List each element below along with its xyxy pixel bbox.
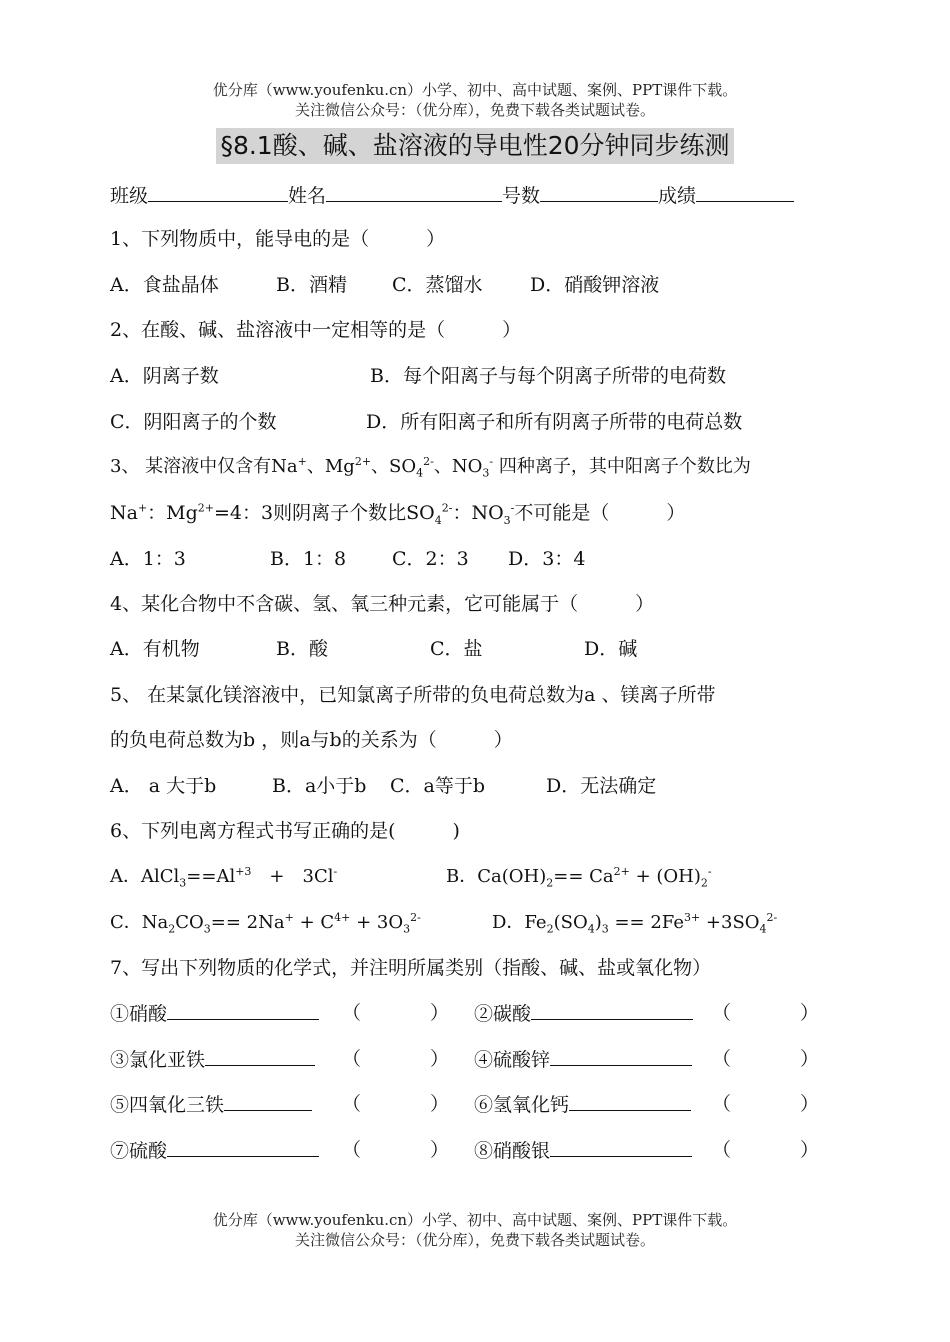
q3-option-a: A．1：3 — [110, 548, 186, 570]
formula-blank[interactable] — [167, 1136, 319, 1157]
paren-open: （ — [342, 1048, 362, 1070]
paren-open: （ — [712, 1093, 732, 1115]
q6-text: == Ca — [553, 866, 614, 887]
charge: 3+ — [683, 911, 701, 924]
charge: 2+ — [197, 501, 215, 515]
paren-close: ） — [430, 1002, 450, 1024]
name-label: 姓名 — [288, 185, 327, 207]
subscript: 4 — [759, 922, 767, 936]
q4-stem: 4、某化合物中不含碳、氢、氧三种元素，它可能属于（ ） — [110, 593, 655, 615]
q4-option-b: B．酸 — [276, 638, 328, 660]
class-label: 班级 — [110, 185, 149, 207]
q7-item-6 — [474, 1090, 691, 1119]
subscript: 2 — [546, 876, 554, 890]
subscript: 3 — [482, 466, 490, 480]
charge: - — [489, 455, 494, 468]
item-label: ②碳酸 — [474, 1003, 532, 1025]
paren-close: ） — [800, 1139, 820, 1161]
charge: - — [510, 501, 515, 515]
name-blank[interactable] — [326, 181, 502, 202]
charge: - — [333, 865, 338, 878]
formula-blank[interactable] — [569, 1090, 691, 1111]
charge: 4+ — [334, 911, 351, 924]
q6-option-c — [110, 909, 421, 937]
charge: + — [137, 501, 148, 515]
q3-option-d: D．3：4 — [508, 548, 586, 570]
q1-option-b: B．酒精 — [276, 274, 347, 296]
q6-text: == 2Fe — [608, 912, 684, 933]
paren-close: ） — [430, 1139, 450, 1161]
q2-option-a: A．阴离子数 — [110, 365, 219, 387]
q6-text: B．Ca(OH) — [446, 866, 547, 887]
q2-stem: 2、在酸、碱、盐溶液中一定相等的是（ ） — [110, 319, 522, 341]
q6-text: (SO — [553, 912, 588, 933]
q6-text: + 3O — [350, 912, 404, 933]
q6-option-a — [110, 863, 337, 891]
item-label: ⑦硫酸 — [110, 1140, 168, 1162]
subscript: 3 — [179, 876, 187, 890]
paren-close: ） — [430, 1093, 450, 1115]
paren-open: （ — [712, 1139, 732, 1161]
subscript: 3 — [203, 922, 211, 936]
footer-line-1: 优分库（www.youfenku.cn）小学、初中、高中试题、案例、PPT课件下载。 — [212, 1211, 738, 1229]
header-line-1: 优分库（www.youfenku.cn）小学、初中、高中试题、案例、PPT课件下载。 — [212, 81, 738, 99]
score-label: 成绩 — [658, 185, 697, 207]
q5-option-a: A． a 大于b — [110, 775, 217, 797]
class-blank[interactable] — [148, 181, 288, 202]
q7-item-5 — [110, 1090, 312, 1119]
charge: - — [707, 865, 712, 878]
q4-option-d: D．碱 — [584, 638, 638, 660]
charge: 2- — [441, 501, 453, 515]
q4-option-c: C．盐 — [430, 638, 483, 660]
subscript: 2 — [168, 922, 176, 936]
q6-text: C．Na — [110, 912, 169, 933]
formula-blank[interactable] — [531, 999, 693, 1020]
item-label: ①硝酸 — [110, 1003, 168, 1025]
q3-text: 、NO — [433, 456, 483, 477]
item-label: ③氯化亚铁 — [110, 1049, 206, 1071]
q3-option-b: B．1：8 — [270, 548, 347, 570]
item-label: ⑧硝酸银 — [474, 1140, 551, 1162]
q7-item-4 — [474, 1045, 692, 1074]
paren-close: ） — [800, 1093, 820, 1115]
paren-open: （ — [712, 1002, 732, 1024]
q6-stem: 6、下列电离方程式书写正确的是( ) — [110, 820, 460, 842]
subscript: 2 — [546, 922, 554, 936]
q3-text: ：Mg — [147, 502, 198, 524]
formula-blank[interactable] — [550, 1136, 692, 1157]
score-blank[interactable] — [696, 181, 794, 202]
q3-option-c: C．2：3 — [392, 548, 469, 570]
footer-line-2: 关注微信公众号：（优分库），免费下载各类试题试卷。 — [294, 1231, 655, 1249]
q6-text: D．Fe — [492, 912, 547, 933]
q7-item-7 — [110, 1136, 319, 1165]
q7-stem: 7、写出下列物质的化学式，并注明所属类别（指酸、碱、盐或氧化物） — [110, 957, 712, 979]
q7-item-8 — [474, 1136, 692, 1165]
info-line — [110, 181, 794, 210]
formula-blank[interactable] — [205, 1045, 315, 1066]
item-label: ④硫酸锌 — [474, 1049, 551, 1071]
q2-option-c: C．阴阳离子的个数 — [110, 411, 277, 433]
q6-text: A．AlCl — [110, 866, 180, 887]
q3-text: 四种离子，其中阳离子个数比为 — [493, 456, 751, 477]
q3-text: Na — [110, 502, 138, 524]
q5-option-b: B．a小于b — [272, 775, 367, 797]
q6-text: CO — [175, 912, 204, 933]
number-blank[interactable] — [540, 181, 658, 202]
charge: +3 — [235, 865, 252, 878]
q1-stem: 1、下列物质中，能导电的是（ ） — [110, 228, 446, 250]
number-label: 号数 — [502, 185, 541, 207]
q7-item-1 — [110, 999, 319, 1028]
q6-text: ==Al — [186, 866, 236, 887]
charge: + — [297, 455, 307, 468]
q6-text: ) — [594, 912, 602, 933]
q6-text: == 2Na — [210, 912, 285, 933]
subscript: 4 — [434, 513, 442, 527]
q1-option-d: D．硝酸钾溶液 — [530, 274, 660, 296]
q6-text: + (OH) — [629, 866, 701, 887]
q6-text: + 3Cl — [251, 866, 334, 887]
q3-text: =4：3则阴离子个数比SO — [214, 502, 435, 524]
subscript: 3 — [503, 513, 511, 527]
charge: 2- — [410, 911, 421, 924]
paren-close: ） — [430, 1048, 450, 1070]
q3-text: 、Mg — [306, 456, 355, 477]
q3-text: ：NO — [452, 502, 504, 524]
charge: 2- — [766, 911, 778, 924]
paren-open: （ — [342, 1093, 362, 1115]
q3-line-2 — [110, 499, 685, 527]
q5-option-d: D．无法确定 — [546, 775, 657, 797]
formula-blank[interactable] — [167, 999, 319, 1020]
subscript: 4 — [587, 922, 595, 936]
item-label: ⑤四氧化三铁 — [110, 1094, 225, 1116]
q1-option-c: C．蒸馏水 — [392, 274, 483, 296]
q2-option-b: B．每个阳离子与每个阴离子所带的电荷数 — [370, 365, 726, 387]
subscript: 3 — [403, 922, 411, 936]
q7-item-3 — [110, 1045, 315, 1074]
subscript: 4 — [416, 466, 424, 480]
paren-open: （ — [342, 1002, 362, 1024]
header-line-2: 关注微信公众号：（优分库），免费下载各类试题试卷。 — [294, 101, 655, 119]
q4-option-a: A．有机物 — [110, 638, 200, 660]
charge: 2+ — [613, 865, 630, 878]
q2-option-d: D．所有阳离子和所有阴离子所带的电荷总数 — [366, 411, 743, 433]
q3-text: 3、 某溶液中仅含有Na — [110, 456, 298, 477]
q3-line-1 — [110, 453, 751, 481]
q6-option-d — [492, 909, 777, 937]
paren-close: ） — [800, 1048, 820, 1070]
paren-open: （ — [342, 1139, 362, 1161]
charge: 2- — [423, 455, 434, 468]
q5-line-2: 的负电荷总数为b ，则a与b的关系为（ ） — [110, 729, 513, 751]
title-block — [0, 128, 950, 164]
q5-line-1: 5、 在某氯化镁溶液中，已知氯离子所带的负电荷总数为a 、镁离子所带 — [110, 684, 716, 706]
item-label: ⑥氢氧化钙 — [474, 1094, 570, 1116]
charge: + — [284, 911, 294, 924]
q1-option-a: A．食盐晶体 — [110, 274, 219, 296]
page-title: §8.1酸、碱、盐溶液的导电性20分钟同步练测 — [216, 128, 733, 164]
paren-close: ） — [800, 1002, 820, 1024]
subscript: 2 — [700, 876, 708, 890]
formula-blank[interactable] — [224, 1090, 312, 1111]
paren-open: （ — [712, 1048, 732, 1070]
formula-blank[interactable] — [550, 1045, 692, 1066]
q7-item-2 — [474, 999, 693, 1028]
q6-option-b — [446, 863, 712, 891]
charge: 2+ — [354, 455, 372, 468]
subscript: 3 — [601, 922, 609, 936]
q5-option-c: C．a等于b — [390, 775, 486, 797]
q3-text: 、SO — [371, 456, 417, 477]
q3-text: 不可能是（ ） — [514, 502, 686, 524]
q6-text: +3SO — [700, 912, 760, 933]
q6-text: + C — [293, 912, 335, 933]
